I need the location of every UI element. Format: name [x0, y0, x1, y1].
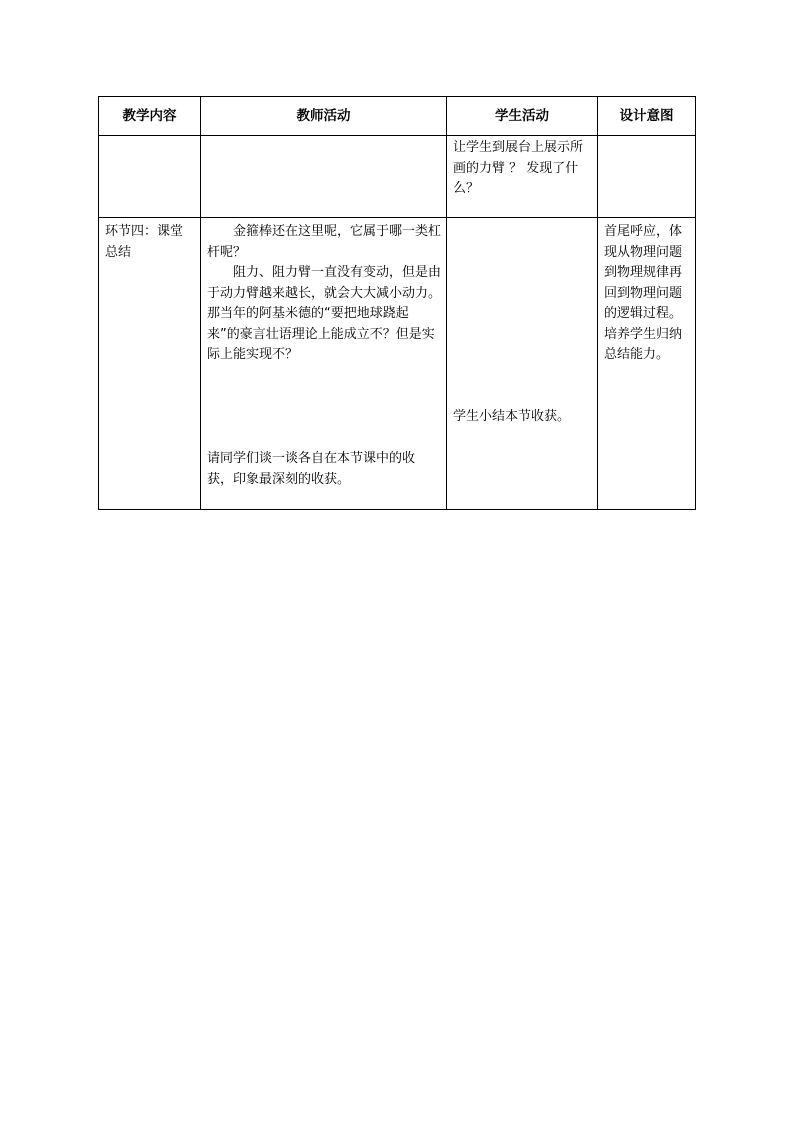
table-row [99, 218, 696, 510]
lesson-plan-table [98, 96, 696, 510]
table-header-row [99, 97, 696, 136]
header-teacher-activity: 教师活动 [201, 97, 447, 136]
header-content: 教学内容 [99, 97, 201, 136]
cell-teacher-activity [201, 136, 447, 218]
cell-student-activity [447, 218, 598, 510]
student-activity-text: 让学生到展台上展示所画的力臂 ？ 发现了什么？ [453, 140, 584, 196]
teacher-paragraph-3: 请同学们谈一谈各自在本节课中的收获，印象最深刻的收获。 [207, 451, 416, 487]
student-summary-text: 学生小结本节收获。 [453, 409, 571, 424]
cell-design-intent [598, 136, 696, 218]
cell-teacher-activity [201, 218, 447, 510]
table-row [99, 136, 696, 218]
section-label: 环节四：课堂总结 [105, 224, 184, 260]
teacher-paragraph-1: 金箍棒还在这里呢，它属于哪一类杠杆呢？ [207, 224, 442, 260]
design-intent-text: 首尾呼应，体现从物理问题到物理规律再回到物理问题的逻辑过程。培养学生归纳总结能力。 [604, 224, 683, 362]
cell-student-activity [447, 136, 598, 218]
header-design-intent: 设计意图 [598, 97, 696, 136]
cell-design-intent [598, 218, 696, 510]
header-student-activity: 学生活动 [447, 97, 598, 136]
teacher-paragraph-2: 阻力、阻力臂一直没有变动，但是由于动力臂越来越长，就会大大减小动力。那当年的阿基米德的“要把地球跷起来”的豪言壮语理论上能成立不？但是实际上能实现不？ [207, 265, 442, 362]
cell-content [99, 218, 201, 510]
cell-content [99, 136, 201, 218]
